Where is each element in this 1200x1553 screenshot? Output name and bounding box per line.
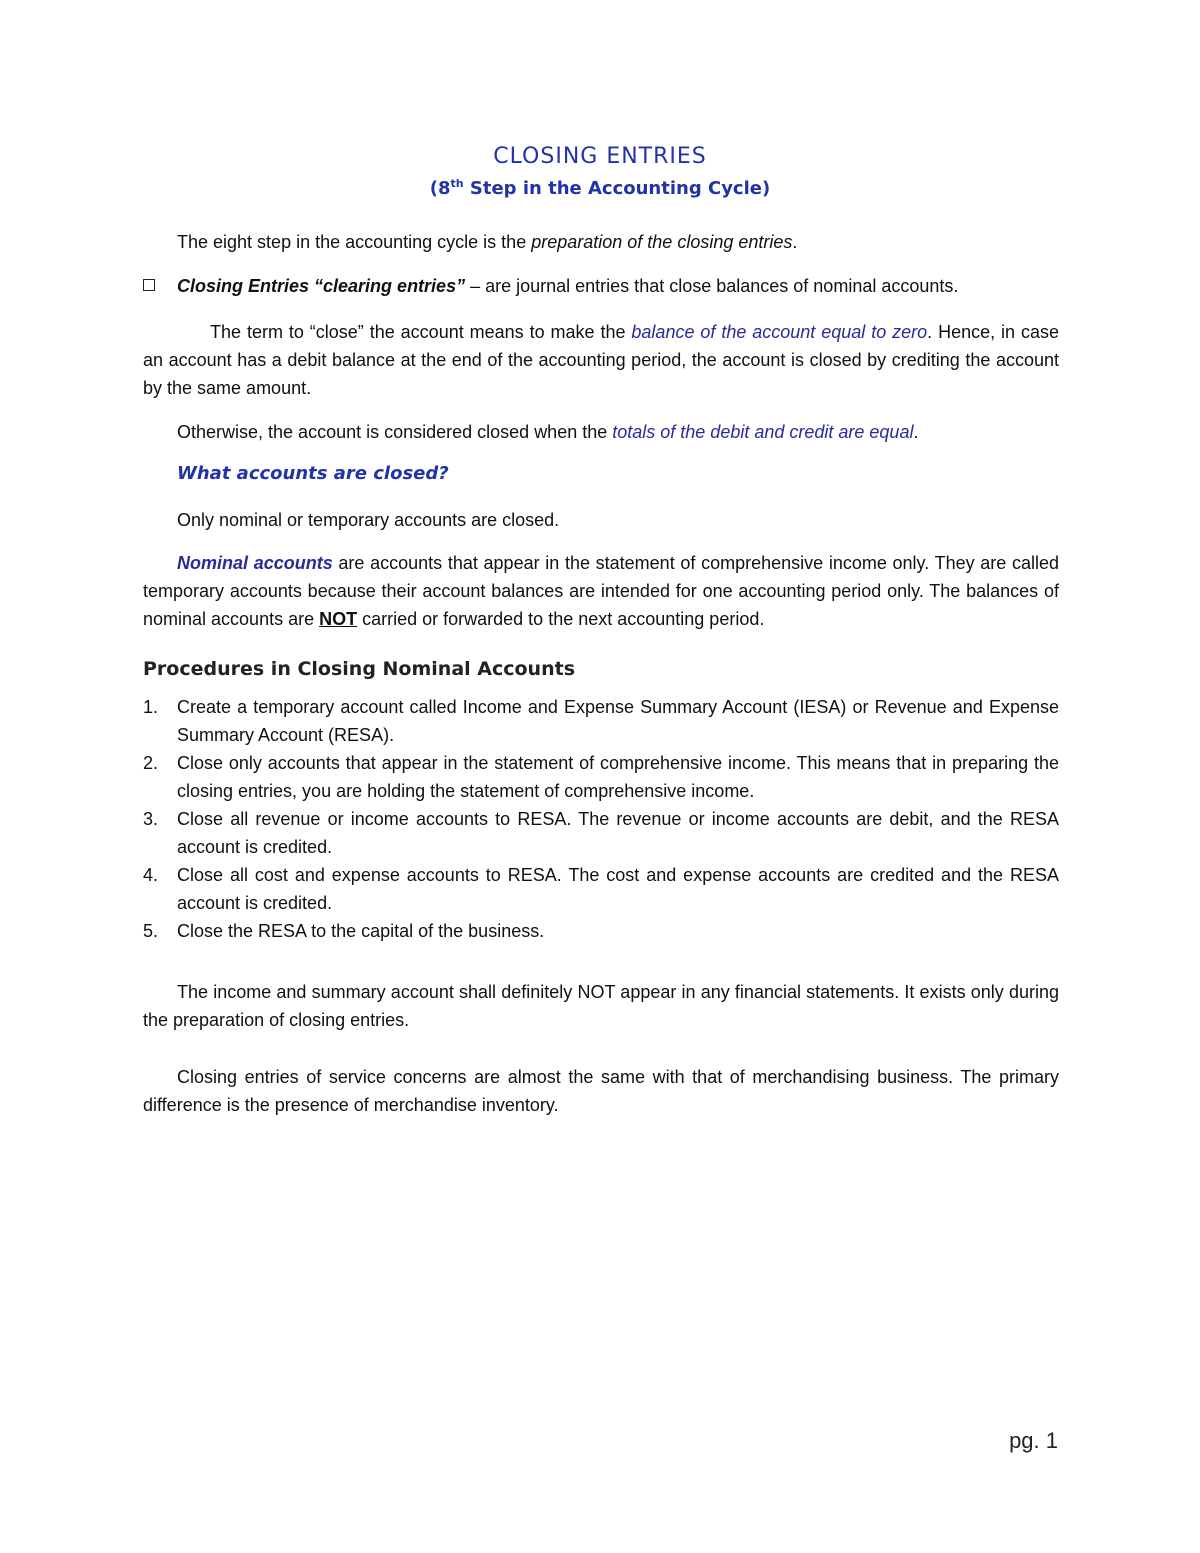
close-term-text2: . Hence, in case an account has a debit balance at the end of the accounting period, the account is closed by crediting the account by the same amount.	[143, 322, 1059, 398]
step-text: Close only accounts that appear in the statement of comprehensive income. This means that in preparing the closing entries, you are holding the statement of comprehensive income.	[177, 753, 1059, 801]
procedures-heading: Procedures in Closing Nominal Accounts	[143, 658, 575, 680]
intro-paragraph	[177, 228, 1077, 256]
list-item	[143, 693, 1059, 749]
intro-text: The eight step in the accounting cycle is the	[177, 232, 532, 252]
definition-text: – are journal entries that close balances of nominal accounts.	[465, 276, 959, 296]
subtitle-superscript: th	[450, 177, 464, 190]
nominal-text1: are accounts that appear in the statement of comprehensive income only. They are called temporary accounts because their account balances are intended for one accounting period only. The balances of nominal accounts are	[143, 553, 1059, 629]
definition-term: Closing Entries “clearing entries”	[177, 276, 466, 296]
step-text: Close all revenue or income accounts to RESA. The revenue or income accounts are debit, and the RESA account is credited.	[177, 809, 1059, 857]
step-text: Close the RESA to the capital of the business.	[177, 921, 545, 941]
close-term-text1: The term to “close” the account means to make the	[210, 322, 632, 342]
list-item	[143, 861, 1059, 917]
subtitle-prefix: (8	[429, 178, 451, 199]
step-number: 3.	[143, 809, 159, 829]
intro-end: .	[792, 232, 798, 252]
otherwise-end: .	[913, 422, 919, 442]
list-item	[143, 917, 1059, 945]
service-paragraph: Closing entries of service concerns are almost the same with that of merchandising business. The primary difference is the presence of merchandise inventory.	[143, 1067, 1059, 1115]
definition-bullet	[143, 272, 1063, 300]
nominal-term: Nominal accounts	[177, 553, 333, 573]
step-number: 1.	[143, 697, 159, 717]
square-bullet-icon	[143, 279, 155, 291]
nominal-paragraph	[143, 549, 1059, 633]
step-text: Close all cost and expense accounts to RESA. The cost and expense accounts are credited and the RESA account is credited.	[177, 865, 1059, 913]
document-subtitle	[0, 177, 1200, 199]
step-number: 2.	[143, 753, 159, 773]
list-item	[143, 749, 1059, 805]
close-term-emphasis: balance of the account equal to zero	[631, 322, 928, 342]
list-item	[143, 805, 1059, 861]
otherwise-text: Otherwise, the account is considered closed when the	[177, 422, 613, 442]
otherwise-paragraph	[177, 418, 1077, 446]
not-emphasis: NOT	[319, 609, 358, 629]
question-heading: What accounts are closed?	[177, 463, 449, 484]
document-title: CLOSING ENTRIES	[493, 144, 707, 169]
step-text: Create a temporary account called Income and Expense Summary Account (IESA) or Revenue and Expense Summary Account (RESA).	[177, 697, 1059, 745]
summary-paragraph: The income and summary account shall definitely NOT appear in any financial statements. It exists only during the preparation of closing entries.	[143, 982, 1059, 1030]
intro-emphasis: preparation of the closing entries	[531, 232, 793, 252]
nominal-text2: carried or forwarded to the next accounting period.	[357, 609, 765, 629]
page-number: pg. 1	[1009, 1428, 1058, 1453]
step-number: 5.	[143, 921, 159, 941]
only-nominal-paragraph: Only nominal or temporary accounts are closed.	[177, 510, 560, 530]
procedures-list	[143, 693, 1059, 945]
otherwise-emphasis: totals of the debit and credit are equal	[612, 422, 914, 442]
subtitle-suffix: Step in the Accounting Cycle)	[463, 178, 771, 199]
step-number: 4.	[143, 865, 159, 885]
close-term-paragraph	[143, 318, 1059, 402]
